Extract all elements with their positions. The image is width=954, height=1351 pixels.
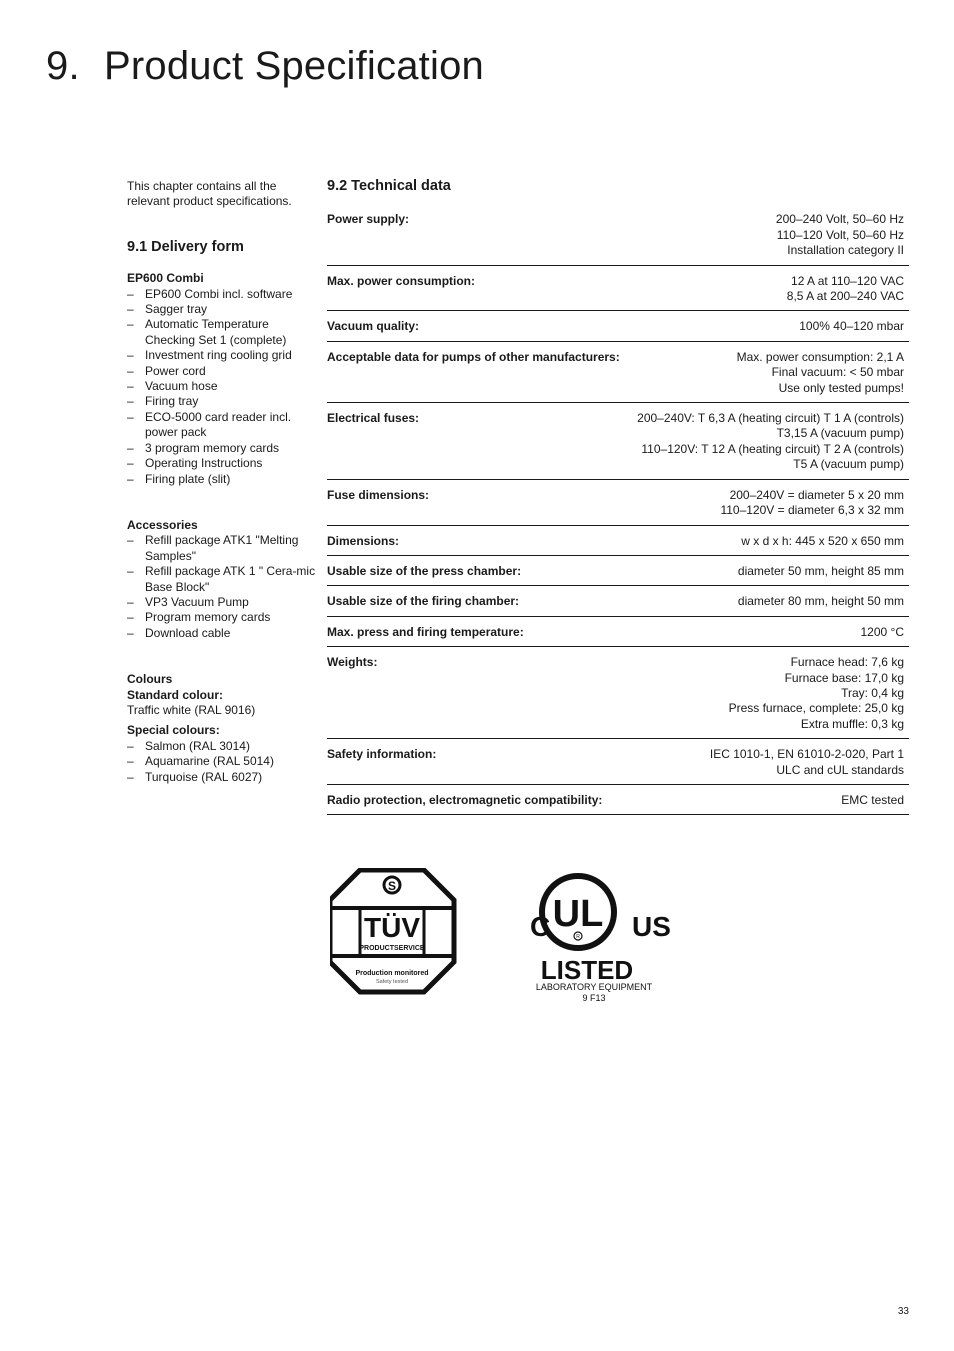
list-item: – Salmon (RAL 3014): [127, 739, 317, 754]
spec-value-line: T5 A (vacuum pump): [793, 457, 904, 472]
list-item: – Power cord: [127, 364, 317, 379]
spec-row: [327, 747, 909, 785]
spec-row: [327, 350, 909, 403]
spec-value: [738, 564, 904, 579]
spec-value: [776, 212, 904, 258]
certification-logos: [330, 868, 670, 1013]
spec-label: Usable size of the press chamber:: [327, 563, 522, 578]
spec-value-line: 12 A at 110–120 VAC: [791, 273, 904, 288]
list-item: – Program memory cards: [127, 610, 317, 625]
list-item: – Vacuum hose: [127, 379, 317, 394]
list-item: – Refill package ATK1 "Melting Samples": [127, 533, 317, 564]
spec-value: [841, 793, 904, 808]
spec-label: Max. power consumption:: [327, 273, 476, 288]
list-item: – Turquoise (RAL 6027): [127, 770, 317, 785]
spec-value-line: 110–120V = diameter 6,3 x 32 mm: [720, 503, 904, 518]
spec-label: Dimensions:: [327, 533, 400, 548]
spec-label: Safety information:: [327, 747, 437, 762]
spec-label: Electrical fuses:: [327, 411, 420, 426]
tuv-logo: [330, 870, 454, 992]
spec-label: Fuse dimensions:: [327, 487, 430, 502]
spec-label: Power supply:: [327, 212, 410, 227]
ul-text: UL: [552, 893, 604, 935]
list-item: – Sagger tray: [127, 302, 317, 317]
spec-value-line: Furnace head: 7,6 kg: [790, 655, 904, 670]
list-item: – 3 program memory cards: [127, 441, 317, 456]
tuv-line2: Safety tested: [375, 979, 409, 985]
special-colours-label: Special colours:: [127, 723, 220, 738]
tuv-line1: Production monitored: [355, 970, 429, 977]
list-item: – EP600 Combi incl. software: [127, 287, 317, 302]
spec-value-line: Installation category II: [787, 243, 904, 258]
chapter-title: Product Specification: [104, 44, 484, 88]
spec-value-line: 100% 40–120 mbar: [799, 319, 904, 334]
spec-value: [720, 488, 904, 519]
spec-value-line: diameter 80 mm, height 50 mm: [737, 594, 904, 609]
delivery-list: [127, 287, 317, 487]
spec-row: [327, 655, 909, 739]
accessories-heading: Accessories: [127, 517, 198, 532]
spec-value-line: 110–120 Volt, 50–60 Hz: [776, 227, 904, 242]
spec-label: Weights:: [327, 655, 378, 670]
spec-row: [327, 594, 909, 616]
standard-colour-value: Traffic white (RAL 9016): [127, 702, 256, 717]
spec-value: [738, 594, 904, 609]
tuv-service-text: PRODUCTSERVICE: [359, 945, 425, 952]
spec-value-line: 1200 °C: [860, 624, 904, 639]
chapter-number: 9.: [46, 44, 80, 88]
spec-row: [327, 534, 909, 556]
spec-value: [787, 274, 904, 305]
spec-label: Vacuum quality:: [327, 319, 420, 334]
spec-value-line: ULC and cUL standards: [776, 762, 904, 777]
list-item: – Firing tray: [127, 394, 317, 409]
tuv-s-mark: S: [387, 879, 397, 893]
spec-label: Usable size of the firing chamber:: [327, 594, 520, 609]
spec-value-line: 200–240 Volt, 50–60 Hz: [775, 212, 904, 227]
spec-value-line: w x d x h: 445 x 520 x 650 mm: [741, 533, 904, 548]
page-title: [46, 44, 484, 89]
spec-value: [861, 625, 905, 640]
accessories-block: [127, 518, 317, 641]
technical-heading: 9.2 Technical data: [327, 178, 451, 194]
special-colours-list: [127, 739, 317, 785]
spec-row: [327, 564, 909, 586]
intro-text: This chapter contains all the relevant product specifications.: [127, 179, 292, 209]
list-item: – Firing plate (slit): [127, 472, 317, 487]
delivery-block: [127, 271, 317, 487]
spec-value-line: T3,15 A (vacuum pump): [776, 426, 904, 441]
list-item: – Refill package ATK 1 " Cera-mic Base Block": [127, 564, 317, 595]
ul-c-text: C: [530, 911, 551, 942]
spec-value-line: diameter 50 mm, height 85 mm: [737, 563, 904, 578]
list-item: – VP3 Vacuum Pump: [127, 595, 317, 610]
ul-logo: [530, 876, 670, 1003]
spec-value-line: 200–240V = diameter 5 x 20 mm: [729, 487, 904, 502]
spec-value-line: 110–120V: T 12 A (heating circuit) T 2 A (controls): [641, 441, 904, 456]
spec-value: [737, 350, 904, 396]
spec-value-line: Press furnace, complete: 25,0 kg: [728, 701, 904, 716]
spec-value-line: 8,5 A at 200–240 VAC: [786, 289, 904, 304]
spec-value: [637, 411, 904, 473]
spec-row: [327, 625, 909, 647]
spec-value-line: Extra muffle: 0,3 kg: [800, 716, 904, 731]
page-number: 33: [897, 1306, 909, 1317]
certification-marks-svg: [330, 868, 670, 1008]
spec-row: [327, 793, 909, 815]
delivery-heading: 9.1 Delivery form: [127, 238, 244, 255]
spec-row: [327, 319, 909, 341]
list-item: – Aquamarine (RAL 5014): [127, 754, 317, 769]
spec-value-line: Final vacuum: < 50 mbar: [771, 365, 904, 380]
ul-listed-text: LISTED: [540, 955, 634, 985]
list-item: – Operating Instructions: [127, 456, 317, 471]
list-item: – Download cable: [127, 626, 317, 641]
delivery-product: EP600 Combi: [127, 271, 204, 286]
spec-value-line: Furnace base: 17,0 kg: [784, 670, 904, 685]
ul-code: 9 F13: [582, 993, 606, 1003]
spec-value: [799, 319, 904, 334]
spec-value-line: IEC 1010-1, EN 61010-2-020, Part 1: [709, 747, 904, 762]
spec-row: [327, 212, 909, 265]
spec-row: [327, 274, 909, 312]
spec-row: [327, 488, 909, 526]
spec-value: [741, 534, 904, 549]
spec-table: [327, 212, 909, 815]
colours-block: [127, 672, 317, 785]
spec-value-line: 200–240V: T 6,3 A (heating circuit) T 1 A (controls): [637, 411, 904, 426]
standard-colour-label: Standard colour:: [127, 687, 224, 702]
ul-us-text: US: [632, 911, 670, 942]
spec-label: Acceptable data for pumps of other manufacturers:: [327, 349, 620, 364]
list-item: – Investment ring cooling grid: [127, 348, 317, 363]
spec-label: Max. press and firing temperature:: [327, 624, 524, 639]
ul-registered-mark: R: [576, 934, 580, 940]
spec-value-line: EMC tested: [841, 792, 904, 807]
list-item: – ECO-5000 card reader incl. power pack: [127, 410, 317, 441]
technical-data-section: [327, 179, 909, 823]
spec-value: [729, 655, 904, 732]
list-item: – Automatic Temperature Checking Set 1 (complete): [127, 317, 317, 348]
spec-value: [710, 747, 904, 778]
left-column: [127, 179, 317, 785]
spec-value-line: Max. power consumption: 2,1 A: [736, 349, 904, 364]
ul-subtitle: LABORATORY EQUIPMENT: [535, 982, 653, 992]
spec-label: Radio protection, electromagnetic compatibility:: [327, 792, 603, 807]
tuv-main-text: TÜV: [364, 912, 420, 943]
spec-value-line: Tray: 0,4 kg: [841, 685, 904, 700]
spec-value-line: Use only tested pumps!: [778, 380, 904, 395]
spec-row: [327, 411, 909, 480]
accessories-list: [127, 533, 317, 641]
colours-heading: Colours: [127, 672, 173, 687]
